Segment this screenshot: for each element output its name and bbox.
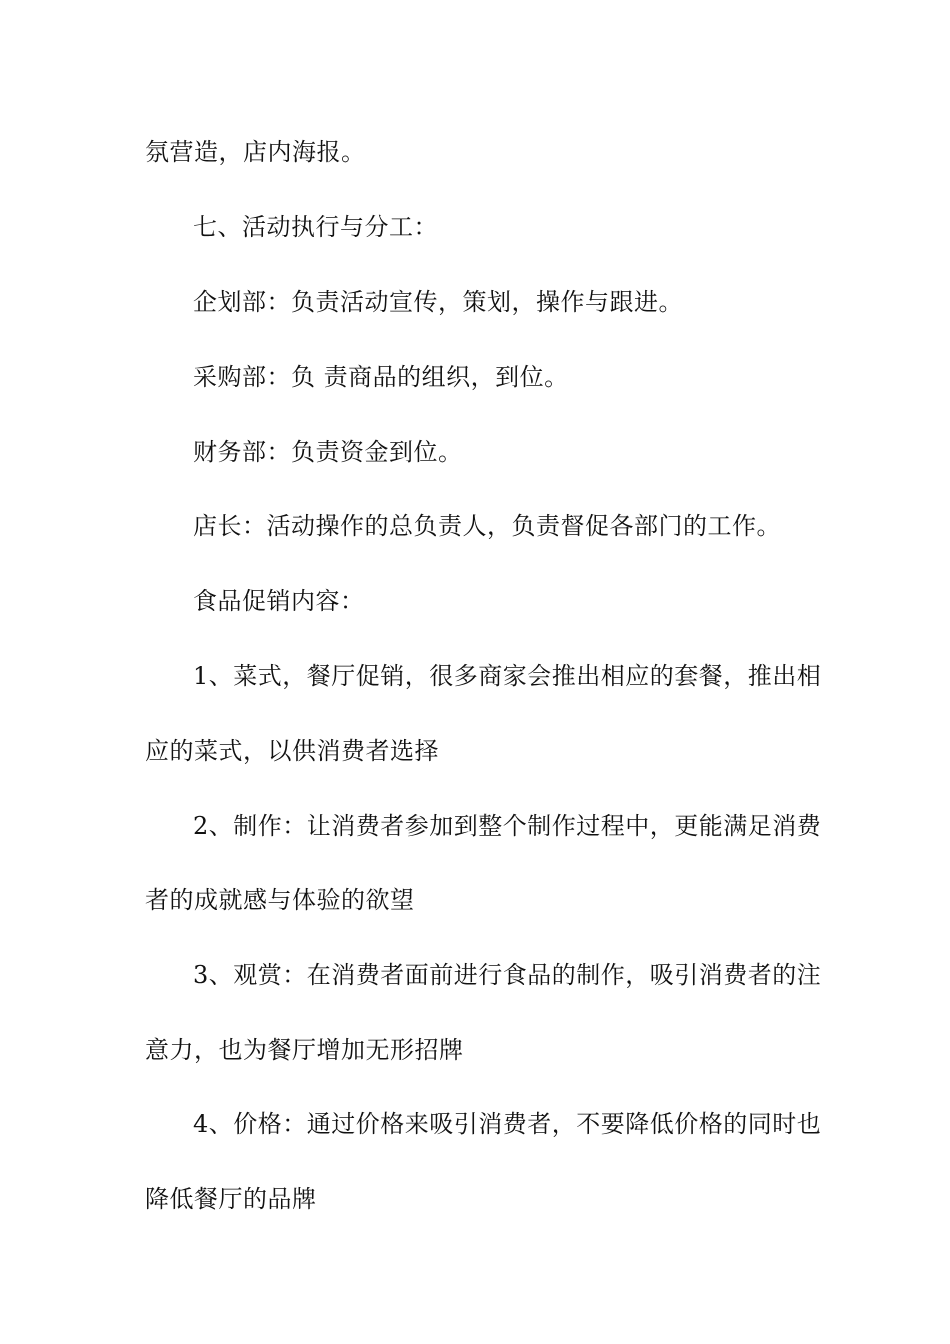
list-item-2-line-2: 者的成就感与体验的欲望: [145, 886, 415, 914]
role-store-manager: 店长：活动操作的总负责人，负责督促各部门的工作。: [193, 512, 781, 540]
list-item-3-line-2: 意力，也为餐厅增加无形招牌: [145, 1036, 464, 1064]
list-item-3-line-1: 3、观赏：在消费者面前进行食品的制作，吸引消费者的注: [193, 961, 822, 989]
paragraph-continuation-line: 氛营造，店内海报。: [145, 138, 366, 166]
list-item-4-line-1: 4、价格：通过价格来吸引消费者，不要降低价格的同时也: [193, 1110, 822, 1138]
section-heading-food-promotion: 食品促销内容：: [193, 587, 365, 615]
role-purchasing-dept: 采购部：负 责商品的组织，到位。: [193, 363, 569, 391]
list-item-1-line-2: 应的菜式，以供消费者选择: [145, 737, 439, 765]
section-heading-execution: 七、活动执行与分工：: [193, 213, 438, 241]
list-item-1-line-1: 1、菜式，餐厅促销，很多商家会推出相应的套餐，推出相: [193, 662, 822, 690]
list-item-2-line-1: 2、制作：让消费者参加到整个制作过程中，更能满足消费: [193, 812, 822, 840]
role-planning-dept: 企划部：负责活动宣传，策划，操作与跟进。: [193, 288, 683, 316]
list-item-4-line-2: 降低餐厅的品牌: [145, 1185, 317, 1213]
role-finance-dept: 财务部：负责资金到位。: [193, 438, 463, 466]
